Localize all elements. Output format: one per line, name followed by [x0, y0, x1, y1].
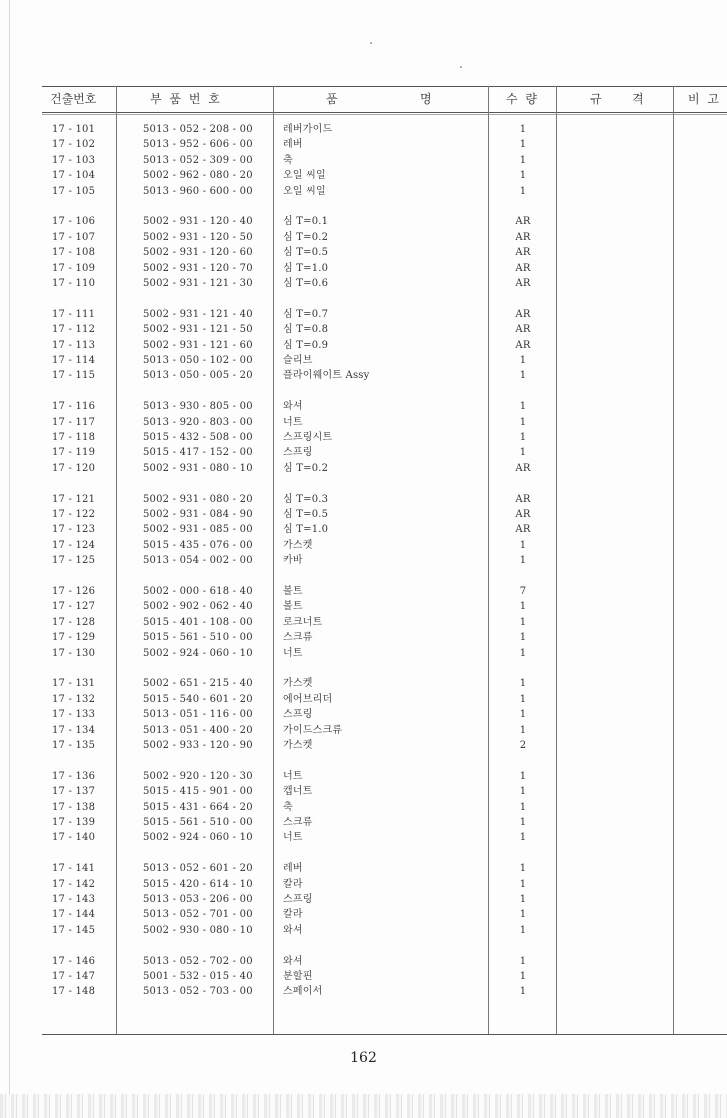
part-name-cell: 플라이웨이트 Assy	[283, 370, 370, 382]
quantity-cell: 1	[519, 878, 527, 890]
drawing-no-cell: 17 - 123	[52, 524, 96, 536]
drawing-no-cell: 17 - 120	[52, 462, 96, 474]
quantity-cell: 1	[519, 416, 527, 428]
table-bottom-rule	[42, 1034, 727, 1035]
part-name-cell: 오일 씨일	[283, 185, 326, 197]
quantity-cell: 1	[519, 971, 527, 982]
quantity-cell: 1	[519, 401, 527, 413]
part-no-cell: 5002 - 924 - 060 - 10	[143, 647, 253, 659]
table-header-rule-double	[42, 114, 727, 115]
part-no-cell: 5001 - 532 - 015 - 40	[143, 971, 253, 982]
quantity-cell: 1	[519, 724, 527, 736]
drawing-no-cell: 17 - 131	[52, 678, 96, 690]
part-no-cell: 5002 - 931 - 120 - 40	[143, 216, 253, 228]
part-name-cell: 축	[283, 801, 293, 813]
part-name-cell: 심 T=0.1	[283, 216, 329, 228]
part-no-cell: 5015 - 540 - 601 - 20	[143, 693, 253, 705]
page-number: 162	[350, 1050, 377, 1066]
quantity-cell: AR	[515, 324, 531, 336]
part-name-cell: 오일 씨일	[283, 170, 326, 182]
quantity-cell: 1	[519, 894, 527, 905]
header-name-1: 품	[326, 92, 338, 106]
drawing-no-cell: 17 - 122	[52, 509, 96, 520]
part-no-cell: 5002 - 931 - 080 - 20	[143, 493, 253, 505]
quantity-cell: 1	[519, 555, 527, 567]
part-name-cell: 스프링	[283, 894, 313, 905]
quantity-cell: 1	[519, 154, 527, 166]
part-no-cell: 5002 - 930 - 080 - 10	[143, 924, 253, 936]
part-no-cell: 5013 - 930 - 805 - 00	[143, 401, 253, 413]
drawing-no-cell: 17 - 103	[52, 154, 96, 166]
drawing-no-cell: 17 - 144	[52, 909, 96, 921]
part-name-cell: 심 T=1.0	[283, 524, 329, 536]
quantity-cell: 1	[519, 355, 527, 366]
column-divider	[116, 86, 117, 1034]
part-no-cell: 5002 - 924 - 060 - 10	[143, 832, 253, 844]
part-name-cell: 칼라	[283, 909, 303, 921]
drawing-no-cell: 17 - 112	[52, 324, 96, 336]
part-name-cell: 레버가이드	[283, 124, 333, 135]
drawing-no-cell: 17 - 133	[52, 709, 96, 721]
scan-speck	[460, 66, 462, 68]
part-no-cell: 5015 - 420 - 614 - 10	[143, 878, 253, 890]
part-no-cell: 5013 - 960 - 600 - 00	[143, 185, 253, 197]
part-no-cell: 5013 - 051 - 400 - 20	[143, 724, 253, 736]
part-name-cell: 로크너트	[283, 616, 323, 628]
drawing-no-cell: 17 - 109	[52, 262, 96, 274]
drawing-no-cell: 17 - 126	[52, 586, 96, 597]
drawing-no-cell: 17 - 136	[52, 770, 96, 782]
part-name-cell: 너트	[283, 416, 303, 428]
header-part-no: 부 품 번 호	[150, 92, 222, 106]
drawing-no-cell: 17 - 129	[52, 632, 96, 644]
part-no-cell: 5013 - 050 - 005 - 20	[143, 370, 253, 382]
drawing-no-cell: 17 - 118	[52, 432, 96, 443]
part-no-cell: 5013 - 054 - 002 - 00	[143, 555, 253, 567]
quantity-cell: AR	[515, 278, 531, 289]
drawing-no-cell: 17 - 137	[52, 786, 96, 798]
part-no-cell: 5013 - 052 - 208 - 00	[143, 124, 253, 135]
drawing-no-cell: 17 - 146	[52, 955, 96, 967]
part-name-cell: 볼트	[283, 586, 303, 597]
part-name-cell: 스프링시트	[283, 432, 333, 443]
drawing-no-cell: 17 - 127	[52, 601, 96, 613]
drawing-no-cell: 17 - 105	[52, 185, 96, 197]
part-name-cell: 가스켓	[283, 678, 313, 690]
part-name-cell: 심 T=0.7	[283, 308, 329, 320]
part-name-cell: 레버	[283, 863, 303, 875]
quantity-cell: 1	[519, 632, 527, 644]
part-no-cell: 5002 - 931 - 084 - 90	[143, 509, 253, 520]
part-no-cell: 5002 - 931 - 120 - 50	[143, 231, 253, 243]
quantity-cell: 1	[519, 185, 527, 197]
drawing-no-cell: 17 - 145	[52, 924, 96, 936]
quantity-cell: AR	[515, 247, 531, 259]
part-no-cell: 5015 - 415 - 901 - 00	[143, 786, 253, 798]
part-no-cell: 5015 - 401 - 108 - 00	[143, 616, 253, 628]
part-name-cell: 심 T=0.3	[283, 493, 329, 505]
part-name-cell: 너트	[283, 647, 303, 659]
drawing-no-cell: 17 - 121	[52, 493, 96, 505]
drawing-no-cell: 17 - 142	[52, 878, 96, 890]
part-name-cell: 심 T=0.5	[283, 509, 329, 520]
drawing-no-cell: 17 - 147	[52, 971, 96, 982]
part-no-cell: 5015 - 432 - 508 - 00	[143, 432, 253, 443]
part-name-cell: 심 T=0.2	[283, 462, 329, 474]
part-name-cell: 심 T=0.8	[283, 324, 329, 336]
quantity-cell: 1	[519, 616, 527, 628]
quantity-cell: 1	[519, 124, 527, 135]
part-name-cell: 레버	[283, 139, 303, 151]
part-no-cell: 5013 - 052 - 702 - 00	[143, 955, 253, 967]
quantity-cell: AR	[515, 339, 531, 351]
quantity-cell: 1	[519, 678, 527, 690]
quantity-cell: AR	[515, 493, 531, 505]
quantity-cell: 1	[519, 170, 527, 182]
drawing-no-cell: 17 - 116	[52, 401, 96, 413]
quantity-cell: 1	[519, 832, 527, 844]
part-no-cell: 5013 - 051 - 116 - 00	[143, 709, 253, 721]
part-name-cell: 너트	[283, 770, 303, 782]
quantity-cell: 1	[519, 909, 527, 921]
part-name-cell: 스페이서	[283, 986, 323, 998]
part-no-cell: 5013 - 052 - 701 - 00	[143, 909, 253, 921]
quantity-cell: 7	[519, 586, 527, 597]
part-no-cell: 5013 - 052 - 601 - 20	[143, 863, 253, 875]
part-name-cell: 가스켓	[283, 740, 313, 751]
part-name-cell: 칼라	[283, 878, 303, 890]
quantity-cell: 1	[519, 539, 527, 551]
part-no-cell: 5013 - 053 - 206 - 00	[143, 894, 253, 905]
drawing-no-cell: 17 - 115	[52, 370, 96, 382]
drawing-no-cell: 17 - 130	[52, 647, 96, 659]
part-no-cell: 5002 - 931 - 121 - 40	[143, 308, 253, 320]
part-name-cell: 스프링	[283, 447, 313, 459]
part-name-cell: 카바	[283, 555, 303, 567]
part-no-cell: 5015 - 435 - 076 - 00	[143, 539, 253, 551]
drawing-no-cell: 17 - 102	[52, 139, 96, 151]
part-no-cell: 5015 - 561 - 510 - 00	[143, 632, 253, 644]
part-no-cell: 5002 - 651 - 215 - 40	[143, 678, 253, 690]
quantity-cell: AR	[515, 216, 531, 228]
drawing-no-cell: 17 - 117	[52, 416, 96, 428]
drawing-no-cell: 17 - 148	[52, 986, 96, 998]
header-quantity: 수 량	[506, 92, 539, 106]
header-spec-1: 규	[590, 92, 602, 106]
table-top-rule	[42, 86, 727, 87]
drawing-no-cell: 17 - 104	[52, 170, 96, 182]
part-name-cell: 와셔	[283, 401, 303, 413]
drawing-no-cell: 17 - 107	[52, 231, 96, 243]
quantity-cell: 1	[519, 139, 527, 151]
column-divider	[556, 86, 557, 1034]
quantity-cell: 1	[519, 770, 527, 782]
header-remarks: 비 고	[688, 92, 721, 106]
scan-speck	[370, 42, 372, 44]
part-name-cell: 볼트	[283, 601, 303, 613]
part-name-cell: 심 T=0.6	[283, 278, 329, 289]
table-header-rule	[42, 112, 727, 113]
drawing-no-cell: 17 - 138	[52, 801, 96, 813]
quantity-cell: 1	[519, 370, 527, 382]
part-name-cell: 슬리브	[283, 355, 313, 366]
part-name-cell: 캡너트	[283, 786, 313, 798]
scan-edge-artifact	[0, 1094, 727, 1118]
part-name-cell: 스크류	[283, 817, 313, 828]
part-no-cell: 5015 - 431 - 664 - 20	[143, 801, 253, 813]
scan-margin-line	[9, 0, 10, 1118]
part-no-cell: 5002 - 931 - 080 - 10	[143, 462, 253, 474]
quantity-cell: 1	[519, 817, 527, 828]
quantity-cell: 1	[519, 924, 527, 936]
header-drawing-no: 건출번호	[50, 92, 97, 106]
quantity-cell: AR	[515, 509, 531, 520]
part-name-cell: 심 T=1.0	[283, 262, 329, 274]
quantity-cell: 1	[519, 955, 527, 967]
quantity-cell: AR	[515, 308, 531, 320]
part-no-cell: 5013 - 952 - 606 - 00	[143, 139, 253, 151]
quantity-cell: 1	[519, 693, 527, 705]
part-name-cell: 스크류	[283, 632, 313, 644]
part-no-cell: 5002 - 000 - 618 - 40	[143, 586, 253, 597]
quantity-cell: 1	[519, 863, 527, 875]
part-name-cell: 스프링	[283, 709, 313, 721]
drawing-no-cell: 17 - 139	[52, 817, 96, 828]
part-no-cell: 5002 - 931 - 085 - 00	[143, 524, 253, 536]
quantity-cell: 1	[519, 801, 527, 813]
part-no-cell: 5013 - 050 - 102 - 00	[143, 355, 253, 366]
drawing-no-cell: 17 - 141	[52, 863, 96, 875]
quantity-cell: 1	[519, 709, 527, 721]
quantity-cell: 2	[519, 740, 527, 751]
quantity-cell: AR	[515, 262, 531, 274]
quantity-cell: AR	[515, 462, 531, 474]
part-name-cell: 가스켓	[283, 539, 313, 551]
drawing-no-cell: 17 - 132	[52, 693, 96, 705]
part-no-cell: 5002 - 902 - 062 - 40	[143, 601, 253, 613]
part-name-cell: 심 T=0.9	[283, 339, 329, 351]
part-name-cell: 심 T=0.2	[283, 231, 329, 243]
part-no-cell: 5002 - 933 - 120 - 90	[143, 740, 253, 751]
column-divider	[673, 86, 674, 1034]
drawing-no-cell: 17 - 124	[52, 539, 96, 551]
quantity-cell: 1	[519, 601, 527, 613]
part-no-cell: 5015 - 561 - 510 - 00	[143, 817, 253, 828]
part-name-cell: 에어브리더	[283, 693, 333, 705]
part-name-cell: 축	[283, 154, 293, 166]
header-name-2: 명	[420, 92, 432, 106]
part-no-cell: 5002 - 931 - 120 - 60	[143, 247, 253, 259]
part-name-cell: 너트	[283, 832, 303, 844]
quantity-cell: 1	[519, 786, 527, 798]
drawing-no-cell: 17 - 140	[52, 832, 96, 844]
part-no-cell: 5002 - 920 - 120 - 30	[143, 770, 253, 782]
part-no-cell: 5002 - 931 - 120 - 70	[143, 262, 253, 274]
part-name-cell: 심 T=0.5	[283, 247, 329, 259]
part-no-cell: 5002 - 931 - 121 - 60	[143, 339, 253, 351]
part-name-cell: 와셔	[283, 924, 303, 936]
drawing-no-cell: 17 - 143	[52, 894, 96, 905]
quantity-cell: AR	[515, 524, 531, 536]
part-no-cell: 5002 - 962 - 080 - 20	[143, 170, 253, 182]
drawing-no-cell: 17 - 108	[52, 247, 96, 259]
drawing-no-cell: 17 - 119	[52, 447, 96, 459]
part-name-cell: 와셔	[283, 955, 303, 967]
drawing-no-cell: 17 - 110	[52, 278, 96, 289]
drawing-no-cell: 17 - 125	[52, 555, 96, 567]
part-no-cell: 5013 - 052 - 309 - 00	[143, 154, 253, 166]
header-spec-2: 격	[632, 92, 644, 106]
part-no-cell: 5013 - 052 - 703 - 00	[143, 986, 253, 998]
part-no-cell: 5013 - 920 - 803 - 00	[143, 416, 253, 428]
drawing-no-cell: 17 - 113	[52, 339, 96, 351]
part-no-cell: 5002 - 931 - 121 - 30	[143, 278, 253, 289]
drawing-no-cell: 17 - 114	[52, 355, 96, 366]
quantity-cell: 1	[519, 447, 527, 459]
quantity-cell: 1	[519, 647, 527, 659]
quantity-cell: 1	[519, 432, 527, 443]
drawing-no-cell: 17 - 111	[52, 308, 96, 320]
column-divider	[488, 86, 489, 1034]
drawing-no-cell: 17 - 128	[52, 616, 96, 628]
drawing-no-cell: 17 - 101	[52, 124, 96, 135]
quantity-cell: 1	[519, 986, 527, 998]
part-no-cell: 5015 - 417 - 152 - 00	[143, 447, 253, 459]
column-divider	[273, 86, 274, 1034]
quantity-cell: AR	[515, 231, 531, 243]
drawing-no-cell: 17 - 106	[52, 216, 96, 228]
part-name-cell: 분할핀	[283, 971, 313, 982]
part-name-cell: 가이드스크류	[283, 724, 343, 736]
drawing-no-cell: 17 - 134	[52, 724, 96, 736]
part-no-cell: 5002 - 931 - 121 - 50	[143, 324, 253, 336]
drawing-no-cell: 17 - 135	[52, 740, 96, 751]
